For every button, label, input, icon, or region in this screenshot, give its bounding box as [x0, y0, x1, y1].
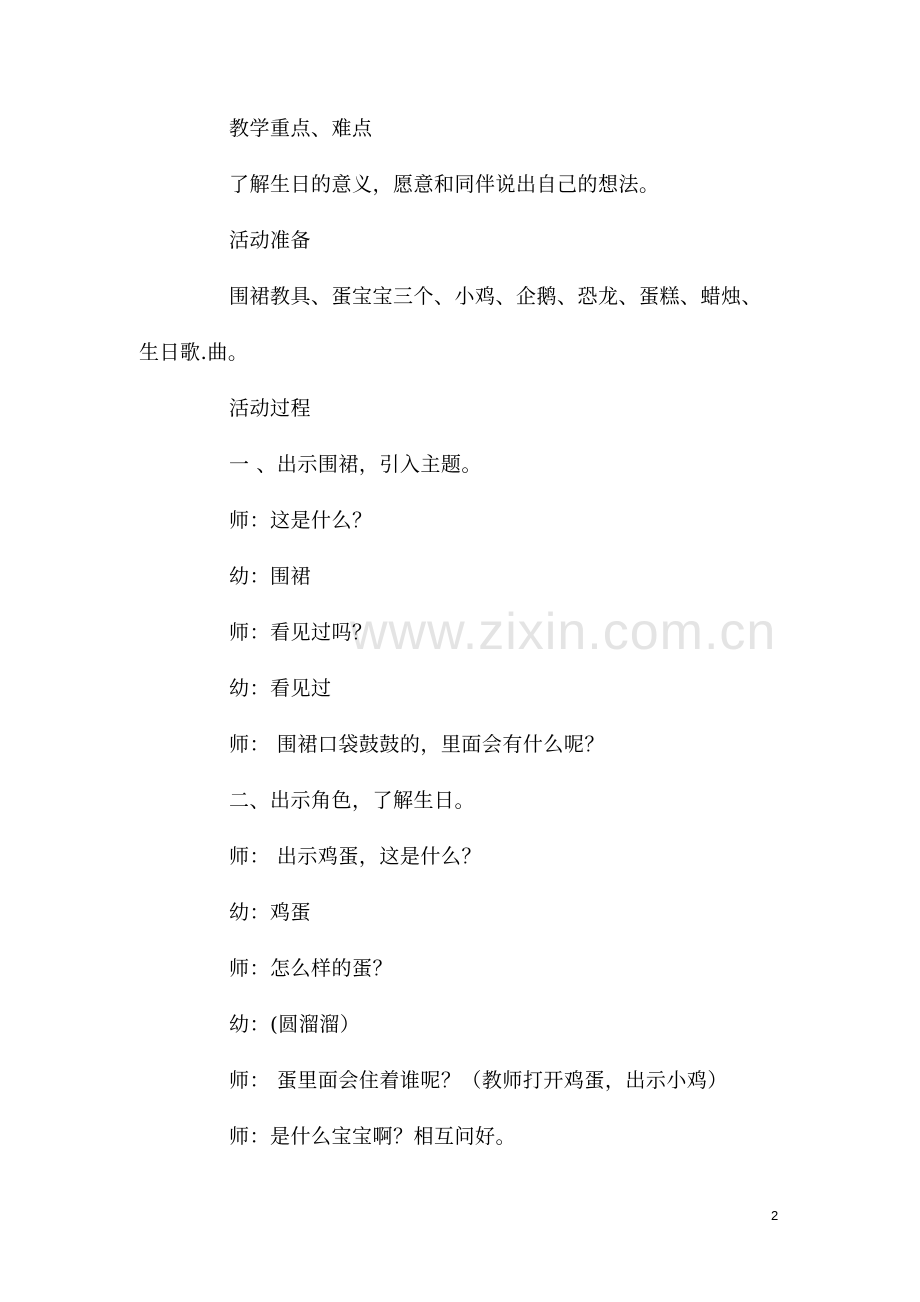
paragraph-preparation: 围裙教具、蛋宝宝三个、小鸡、企鹅、恐龙、蛋糕、蜡烛、	[229, 284, 762, 308]
paragraph-preparation-continued: 生日歌.曲。	[139, 340, 249, 364]
dialogue-line: 师： 围裙口袋鼓鼓的，里面会有什么呢？	[229, 732, 605, 756]
watermark: www.zixin.com.cn	[350, 603, 777, 661]
page-number: 2	[771, 1208, 779, 1223]
paragraph-key-points: 了解生日的意义，愿意和同伴说出自己的想法。	[229, 172, 660, 196]
dialogue-line: 幼：鸡蛋	[229, 900, 311, 924]
heading-key-points: 教学重点、难点	[229, 116, 373, 140]
dialogue-line: 师：看见过吗？	[229, 620, 373, 644]
section-two-title: 二、出示角色，了解生日。	[229, 788, 475, 812]
dialogue-line: 幼：围裙	[229, 564, 311, 588]
dialogue-line: 幼：(圆溜溜）	[229, 1012, 361, 1036]
dialogue-line: 师：这是什么？	[229, 508, 373, 532]
dialogue-line: 师： 出示鸡蛋，这是什么？	[229, 844, 482, 868]
heading-process: 活动过程	[229, 396, 311, 420]
dialogue-line: 师： 蛋里面会住着谁呢？（教师打开鸡蛋，出示小鸡）	[229, 1068, 728, 1092]
dialogue-line: 师：怎么样的蛋？	[229, 956, 393, 980]
section-one-title: 一 、出示围裙，引入主题。	[229, 452, 482, 476]
heading-preparation: 活动准备	[229, 228, 311, 252]
dialogue-line: 幼：看见过	[229, 676, 332, 700]
dialogue-line: 师：是什么宝宝啊？相互问好。	[229, 1124, 516, 1148]
